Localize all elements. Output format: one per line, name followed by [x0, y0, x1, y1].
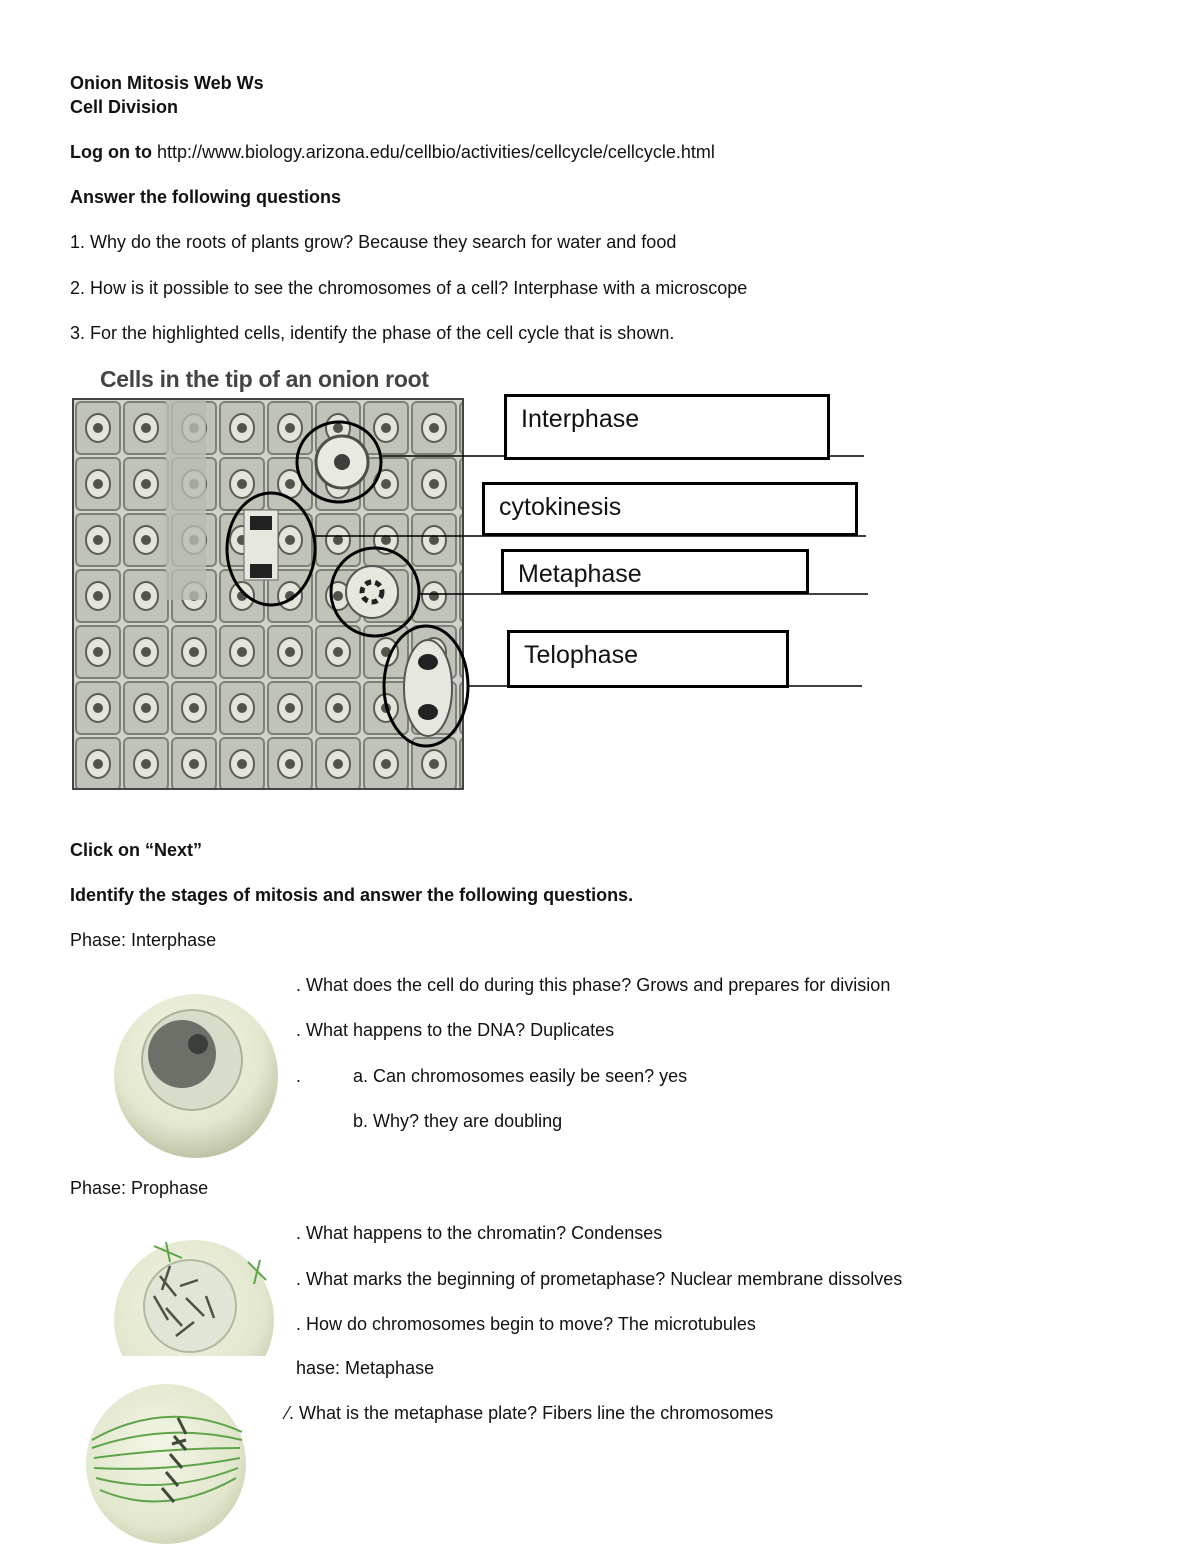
question-2: 2. How is it possible to see the chromosomes of a cell? Interphase with a microscope	[70, 278, 748, 298]
label-box-3-text: Metaphase	[518, 560, 642, 588]
phase-label-prophase: Phase: Prophase	[70, 1178, 209, 1198]
circle-cytokinesis	[227, 493, 315, 605]
circle-metaphase	[331, 548, 419, 636]
label-box-1-text: Interphase	[521, 405, 640, 433]
interphase-q1: . What does the cell do during this phase? Grows and prepares for division	[296, 975, 891, 995]
label-box-3	[501, 549, 809, 594]
click-next-instruction: Click on “Next”	[70, 840, 203, 860]
interphase-q2b: b. Why? they are doubling	[353, 1111, 563, 1131]
metaphase-q1: ⁄. What is the metaphase plate? Fibers line the chromosomes	[286, 1403, 774, 1423]
prophase-q1: . What happens to the chromatin? Condenses	[296, 1223, 663, 1243]
question-3: 3. For the highlighted cells, identify the phase of the cell cycle that is shown.	[70, 323, 675, 343]
interphase-q2: . What happens to the DNA? Duplicates	[296, 1020, 615, 1040]
interphase-nucleolus	[188, 1034, 208, 1054]
logon-url-link[interactable]: http://www.biology.arizona.edu/cellbio/activities/cellcycle/cellcycle.html	[156, 142, 715, 162]
prophase-q3: . How do chromosomes begin to move? The microtubules	[296, 1314, 756, 1334]
label-box-1	[504, 394, 830, 460]
document-subtitle: Cell Division	[70, 97, 179, 117]
phase-label-metaphase: hase: Metaphase	[296, 1358, 435, 1378]
metaphase-cell-illustration	[82, 1378, 252, 1550]
label-box-2	[482, 482, 858, 536]
prophase-cell-illustration	[110, 1236, 280, 1356]
circle-interphase	[297, 422, 381, 502]
prophase-q2: . What marks the beginning of prometaphase? Nuclear membrane dissolves	[296, 1269, 903, 1289]
interphase-chromatin	[148, 1020, 216, 1088]
metaphase-cell-body	[86, 1384, 246, 1544]
interphase-q2a-bullet: .	[296, 1066, 302, 1086]
interphase-q2a: a. Can chromosomes easily be seen? yes	[353, 1066, 688, 1086]
section2-heading: Identify the stages of mitosis and answer the following questions.	[70, 885, 634, 905]
prophase-nucleus	[144, 1260, 236, 1352]
figure-title: Cells in the tip of an onion root	[100, 366, 429, 392]
interphase-cell-illustration	[110, 990, 282, 1162]
document-title: Onion Mitosis Web Ws	[70, 73, 264, 93]
questions-heading: Answer the following questions	[70, 187, 342, 207]
label-box-4	[507, 630, 789, 688]
phase-label-interphase: Phase: Interphase	[70, 930, 217, 950]
label-box-2-text: cytokinesis	[499, 493, 622, 521]
label-box-4-text: Telophase	[524, 641, 638, 669]
circle-telophase	[384, 626, 468, 746]
question-1: 1. Why do the roots of plants grow? Because they search for water and food	[70, 232, 677, 252]
logon-label: Log on to	[70, 142, 152, 162]
